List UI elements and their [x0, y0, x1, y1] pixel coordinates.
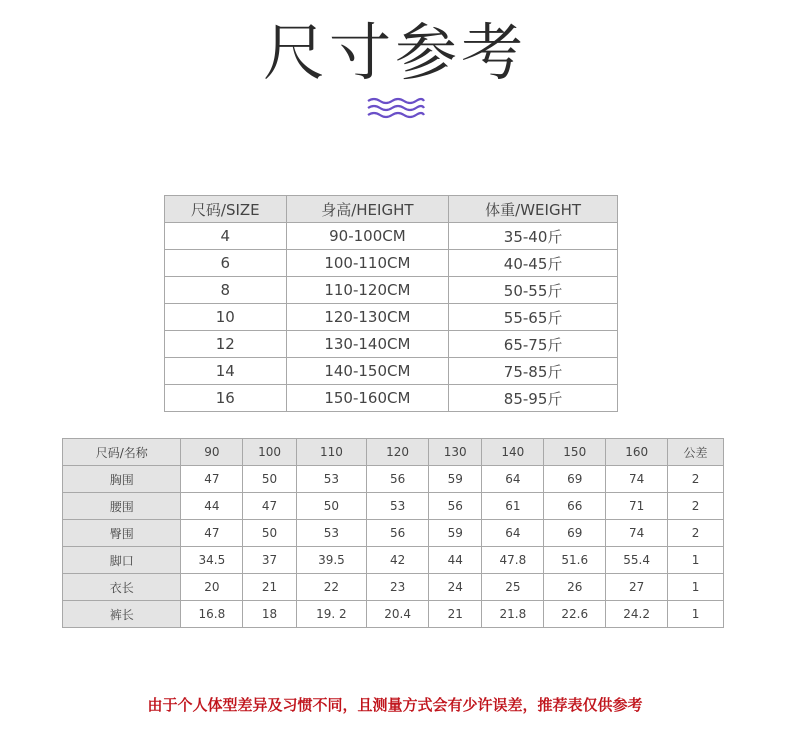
- size-reference-table: [164, 195, 618, 412]
- table-row: [165, 385, 618, 412]
- measurement-value-cell: 66: [544, 493, 606, 520]
- size-column-header: 140: [482, 439, 544, 466]
- table-row: [63, 493, 724, 520]
- weight-cell: 40-45斤: [449, 250, 618, 277]
- measurement-value-cell: 53: [367, 493, 429, 520]
- measurement-name-cell: 腰围: [63, 493, 181, 520]
- measurement-value-cell: 69: [544, 466, 606, 493]
- measurement-value-cell: 2: [668, 493, 724, 520]
- measurement-value-cell: 47: [243, 493, 296, 520]
- weight-cell: 65-75斤: [449, 331, 618, 358]
- weight-cell: 85-95斤: [449, 385, 618, 412]
- size-cell: 16: [165, 385, 287, 412]
- table-row: [165, 358, 618, 385]
- height-cell: 140-150CM: [286, 358, 449, 385]
- height-cell: 90-100CM: [286, 223, 449, 250]
- size-column-header: 110: [296, 439, 366, 466]
- measurement-value-cell: 61: [482, 493, 544, 520]
- measurement-value-cell: 64: [482, 520, 544, 547]
- table-row: [63, 547, 724, 574]
- weight-cell: 35-40斤: [449, 223, 618, 250]
- wave-decoration-icon: [366, 96, 426, 122]
- size-name-header: 尺码/名称: [63, 439, 181, 466]
- table-row: [165, 331, 618, 358]
- measurement-value-cell: 25: [482, 574, 544, 601]
- measurement-table: [62, 438, 724, 628]
- size-column-header: 100: [243, 439, 296, 466]
- measurement-value-cell: 59: [429, 466, 482, 493]
- size-column-header: 90: [181, 439, 243, 466]
- measurement-value-cell: 1: [668, 574, 724, 601]
- measurement-value-cell: 47: [181, 466, 243, 493]
- measurement-name-cell: 裤长: [63, 601, 181, 628]
- table-row: [63, 601, 724, 628]
- measurement-value-cell: 69: [544, 520, 606, 547]
- page-title: 尺寸参考: [262, 16, 527, 89]
- measurement-value-cell: 71: [606, 493, 668, 520]
- measurement-value-cell: 47.8: [482, 547, 544, 574]
- size-column-header: 120: [367, 439, 429, 466]
- measurement-value-cell: 20: [181, 574, 243, 601]
- measurement-value-cell: 24.2: [606, 601, 668, 628]
- measurement-value-cell: 37: [243, 547, 296, 574]
- table-row: [165, 304, 618, 331]
- table-row: [165, 277, 618, 304]
- measurement-value-cell: 51.6: [544, 547, 606, 574]
- measurement-value-cell: 64: [482, 466, 544, 493]
- measurement-value-cell: 55.4: [606, 547, 668, 574]
- weight-cell: 75-85斤: [449, 358, 618, 385]
- height-header: 身高/HEIGHT: [286, 196, 449, 223]
- size-cell: 4: [165, 223, 287, 250]
- measurement-name-cell: 衣长: [63, 574, 181, 601]
- measurement-value-cell: 74: [606, 466, 668, 493]
- tolerance-header: 公差: [668, 439, 724, 466]
- measurement-name-cell: 脚口: [63, 547, 181, 574]
- measurement-value-cell: 16.8: [181, 601, 243, 628]
- measurement-value-cell: 56: [367, 520, 429, 547]
- table-row: [63, 574, 724, 601]
- table-row: [63, 520, 724, 547]
- measurement-value-cell: 22.6: [544, 601, 606, 628]
- measurement-value-cell: 50: [243, 466, 296, 493]
- height-cell: 130-140CM: [286, 331, 449, 358]
- measurement-value-cell: 21: [243, 574, 296, 601]
- height-cell: 100-110CM: [286, 250, 449, 277]
- size-cell: 10: [165, 304, 287, 331]
- measurement-value-cell: 44: [181, 493, 243, 520]
- measurement-value-cell: 24: [429, 574, 482, 601]
- measurement-value-cell: 59: [429, 520, 482, 547]
- measurement-value-cell: 39.5: [296, 547, 366, 574]
- measurement-value-cell: 19. 2: [296, 601, 366, 628]
- measurement-value-cell: 21.8: [482, 601, 544, 628]
- measurement-value-cell: 22: [296, 574, 366, 601]
- measurement-value-cell: 2: [668, 466, 724, 493]
- weight-header: 体重/WEIGHT: [449, 196, 618, 223]
- measurement-value-cell: 50: [296, 493, 366, 520]
- measurement-value-cell: 27: [606, 574, 668, 601]
- measurement-value-cell: 26: [544, 574, 606, 601]
- measurement-value-cell: 1: [668, 547, 724, 574]
- measurement-value-cell: 34.5: [181, 547, 243, 574]
- height-cell: 110-120CM: [286, 277, 449, 304]
- measurement-value-cell: 56: [429, 493, 482, 520]
- table-row: [165, 223, 618, 250]
- size-column-header: 150: [544, 439, 606, 466]
- weight-cell: 50-55斤: [449, 277, 618, 304]
- measurement-value-cell: 44: [429, 547, 482, 574]
- measurement-value-cell: 20.4: [367, 601, 429, 628]
- disclaimer-note: 由于个人体型差异及习惯不同，且测量方式会有少许误差，推荐表仅供参考: [147, 696, 643, 714]
- measurement-value-cell: 21: [429, 601, 482, 628]
- size-cell: 12: [165, 331, 287, 358]
- measurement-name-cell: 臀围: [63, 520, 181, 547]
- measurement-value-cell: 56: [367, 466, 429, 493]
- measurement-value-cell: 23: [367, 574, 429, 601]
- measurement-name-cell: 胸围: [63, 466, 181, 493]
- size-cell: 8: [165, 277, 287, 304]
- height-cell: 150-160CM: [286, 385, 449, 412]
- measurement-value-cell: 47: [181, 520, 243, 547]
- size-cell: 6: [165, 250, 287, 277]
- size-table-header-row: [165, 196, 618, 223]
- size-header: 尺码/SIZE: [165, 196, 287, 223]
- measurement-value-cell: 53: [296, 520, 366, 547]
- measurement-value-cell: 1: [668, 601, 724, 628]
- measurement-table-header-row: [63, 439, 724, 466]
- measurement-value-cell: 74: [606, 520, 668, 547]
- height-cell: 120-130CM: [286, 304, 449, 331]
- size-cell: 14: [165, 358, 287, 385]
- measurement-value-cell: 18: [243, 601, 296, 628]
- measurement-value-cell: 2: [668, 520, 724, 547]
- table-row: [63, 466, 724, 493]
- measurement-value-cell: 53: [296, 466, 366, 493]
- table-row: [165, 250, 618, 277]
- weight-cell: 55-65斤: [449, 304, 618, 331]
- size-column-header: 130: [429, 439, 482, 466]
- size-column-header: 160: [606, 439, 668, 466]
- measurement-value-cell: 42: [367, 547, 429, 574]
- measurement-value-cell: 50: [243, 520, 296, 547]
